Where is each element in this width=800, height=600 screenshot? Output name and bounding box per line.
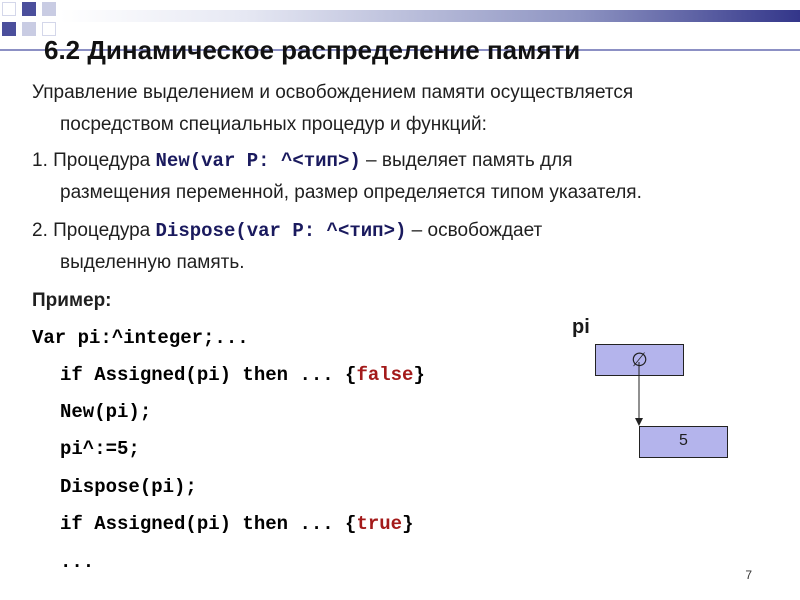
pointer-arrow [630, 360, 650, 430]
item1-desc: – выделяет память для [360, 150, 573, 171]
code-line-5: Dispose(pi); [60, 476, 197, 498]
code-line-6-close: } [402, 513, 414, 535]
code-line-4: pi^:=5; [60, 438, 140, 460]
decor-square [22, 22, 36, 36]
page-number: 7 [745, 568, 752, 582]
decor-square [2, 22, 16, 36]
example-label: Пример: [32, 290, 112, 311]
pointer-label: pi [572, 316, 590, 338]
code-line-1: Var pi:^integer;... [32, 327, 249, 349]
item1-line-2: размещения переменной, размер определяется типом указателя. [60, 182, 642, 203]
decor-square [42, 22, 56, 36]
item1-prefix: 1. Процедура [32, 150, 156, 171]
code-line-2-close: } [413, 364, 425, 386]
item2-prefix: 2. Процедура [32, 220, 156, 241]
decor-square [22, 2, 36, 16]
code-line-2 [60, 364, 425, 386]
intro-line-1: Управление выделением и освобождением памяти осуществляется [32, 82, 634, 103]
item2-line-1 [32, 220, 542, 242]
item1-line-1 [32, 150, 573, 172]
code-line-6-main: if Assigned(pi) then ... { [60, 513, 357, 535]
code-comment-false: false [356, 364, 414, 386]
header-gradient-bar [60, 10, 800, 22]
code-line-6 [60, 513, 413, 535]
decor-square [2, 2, 16, 16]
intro-line-2: посредством специальных процедур и функций: [60, 114, 487, 135]
code-line-2-main: if Assigned(pi) then ... { [60, 364, 357, 386]
code-comment-true: true [356, 513, 403, 535]
decor-square [42, 2, 56, 16]
item1-code: New(var P: ^<тип>) [155, 150, 361, 172]
null-symbol: ∅ [631, 350, 648, 371]
item2-code: Dispose(var P: ^<тип>) [155, 220, 407, 242]
item2-desc: – освобождает [406, 220, 543, 241]
code-line-7: ... [60, 551, 95, 573]
code-line-3: New(pi); [60, 401, 152, 423]
slide-title: 6.2 Динамическое распределение памяти [44, 35, 581, 65]
item2-line-2: выделенную память. [60, 252, 245, 273]
target-value: 5 [679, 432, 688, 449]
